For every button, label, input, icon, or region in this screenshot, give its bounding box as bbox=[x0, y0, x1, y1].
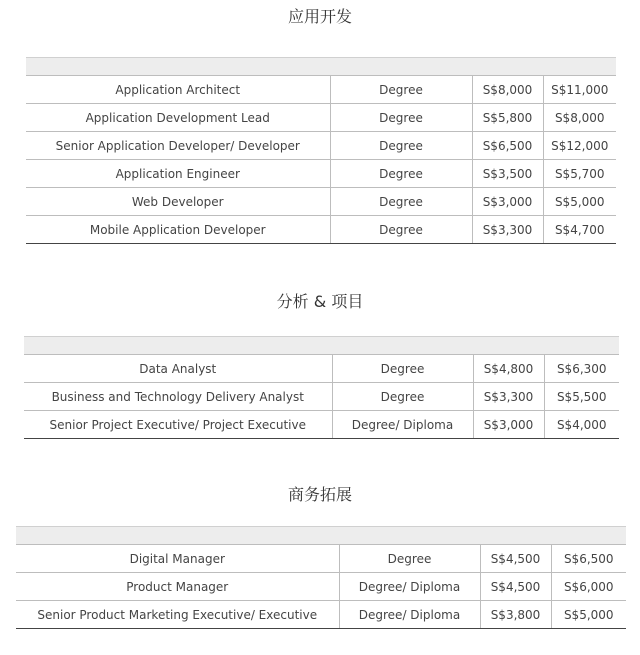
max-salary-cell: S$4,000 bbox=[544, 411, 619, 439]
table-row bbox=[26, 160, 616, 188]
max-salary-cell: S$6,000 bbox=[551, 573, 626, 601]
qualification-cell: Degree bbox=[330, 132, 472, 160]
table-row bbox=[24, 411, 619, 439]
min-salary-cell: S$3,800 bbox=[480, 601, 551, 629]
max-salary-cell: S$12,000 bbox=[543, 132, 616, 160]
role-cell: Senior Project Executive/ Project Executive bbox=[24, 411, 332, 439]
table-header-row bbox=[16, 527, 626, 545]
min-salary-cell: S$3,300 bbox=[473, 383, 544, 411]
table-row bbox=[24, 355, 619, 383]
role-cell: Digital Manager bbox=[16, 545, 339, 573]
role-cell: Mobile Application Developer bbox=[26, 216, 330, 244]
section-title-app-dev: 应用开发 bbox=[287, 7, 352, 26]
role-cell: Application Architect bbox=[26, 76, 330, 104]
max-salary-cell: S$6,500 bbox=[551, 545, 626, 573]
qualification-cell: Degree bbox=[330, 76, 472, 104]
max-salary-cell: S$8,000 bbox=[543, 104, 616, 132]
max-salary-cell: S$5,500 bbox=[544, 383, 619, 411]
min-salary-cell: S$3,000 bbox=[472, 188, 543, 216]
qualification-cell: Degree bbox=[332, 383, 473, 411]
qualification-cell: Degree bbox=[330, 188, 472, 216]
salary-table-analysis-project bbox=[24, 336, 619, 439]
min-salary-cell: S$6,500 bbox=[472, 132, 543, 160]
max-salary-cell: S$5,000 bbox=[551, 601, 626, 629]
table-row bbox=[26, 188, 616, 216]
salary-table-app-dev bbox=[26, 57, 616, 244]
min-salary-cell: S$4,800 bbox=[473, 355, 544, 383]
table-row bbox=[16, 573, 626, 601]
min-salary-cell: S$4,500 bbox=[480, 545, 551, 573]
role-cell: Data Analyst bbox=[24, 355, 332, 383]
table-row bbox=[16, 545, 626, 573]
min-salary-cell: S$3,000 bbox=[473, 411, 544, 439]
qualification-cell: Degree bbox=[332, 355, 473, 383]
qualification-cell: Degree bbox=[339, 545, 480, 573]
role-cell: Business and Technology Delivery Analyst bbox=[24, 383, 332, 411]
table-header-row bbox=[24, 337, 619, 355]
table-row bbox=[16, 601, 626, 629]
max-salary-cell: S$4,700 bbox=[543, 216, 616, 244]
qualification-cell: Degree bbox=[330, 216, 472, 244]
table-row bbox=[24, 383, 619, 411]
qualification-cell: Degree bbox=[330, 160, 472, 188]
salary-table-business-dev bbox=[16, 526, 626, 629]
table-row bbox=[26, 76, 616, 104]
section-title-business-dev: 商务拓展 bbox=[287, 485, 352, 504]
qualification-cell: Degree/ Diploma bbox=[339, 573, 480, 601]
max-salary-cell: S$5,000 bbox=[543, 188, 616, 216]
qualification-cell: Degree/ Diploma bbox=[339, 601, 480, 629]
table-header-row bbox=[26, 58, 616, 76]
section-title-analysis-project: 分析 & 项目 bbox=[276, 292, 364, 311]
role-cell: Application Engineer bbox=[26, 160, 330, 188]
min-salary-cell: S$5,800 bbox=[472, 104, 543, 132]
role-cell: Web Developer bbox=[26, 188, 330, 216]
max-salary-cell: S$5,700 bbox=[543, 160, 616, 188]
table-row bbox=[26, 132, 616, 160]
min-salary-cell: S$3,500 bbox=[472, 160, 543, 188]
table-row bbox=[26, 104, 616, 132]
role-cell: Application Development Lead bbox=[26, 104, 330, 132]
qualification-cell: Degree bbox=[330, 104, 472, 132]
table-row bbox=[26, 216, 616, 244]
max-salary-cell: S$11,000 bbox=[543, 76, 616, 104]
role-cell: Senior Application Developer/ Developer bbox=[26, 132, 330, 160]
min-salary-cell: S$4,500 bbox=[480, 573, 551, 601]
min-salary-cell: S$8,000 bbox=[472, 76, 543, 104]
max-salary-cell: S$6,300 bbox=[544, 355, 619, 383]
role-cell: Senior Product Marketing Executive/ Executive bbox=[16, 601, 339, 629]
min-salary-cell: S$3,300 bbox=[472, 216, 543, 244]
qualification-cell: Degree/ Diploma bbox=[332, 411, 473, 439]
role-cell: Product Manager bbox=[16, 573, 339, 601]
